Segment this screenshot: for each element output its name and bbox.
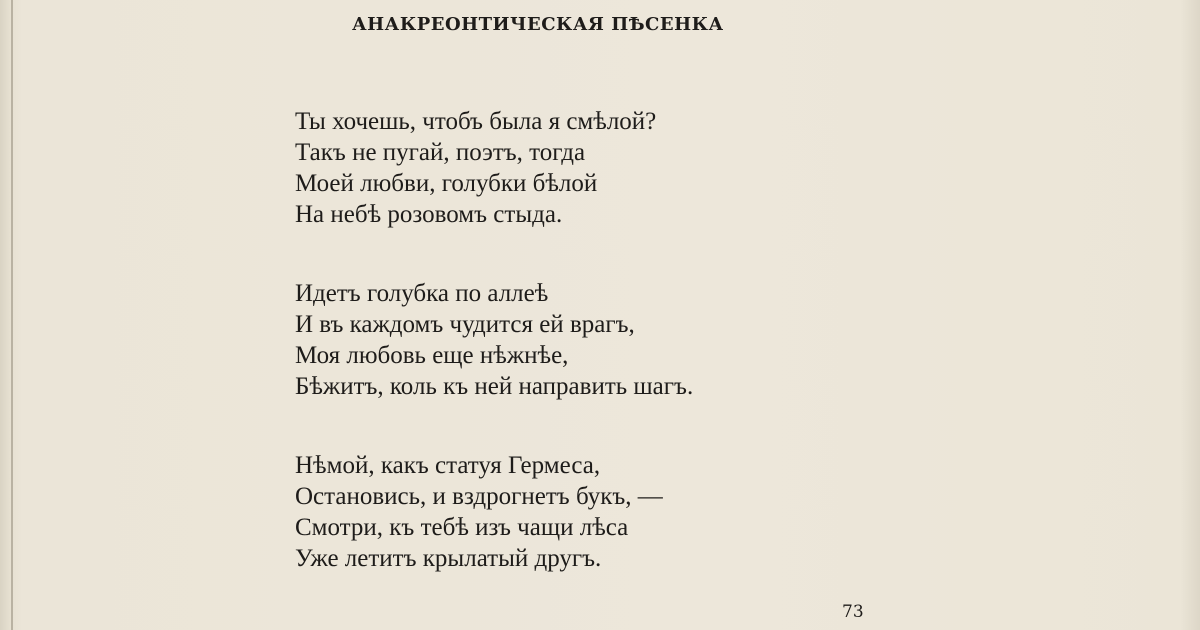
poem-line: И въ каждомъ чудится ей врагъ, (295, 311, 635, 338)
poem-line: Остановись, и вздрогнетъ букъ, — (295, 483, 663, 510)
poem-line: Бѣжитъ, коль къ ней направить шагъ. (295, 373, 694, 400)
poem-line: Моей любви, голубки бѣлой (295, 170, 598, 197)
page-edge-shadow (1180, 0, 1200, 630)
poem-title: АНАКРЕОНТИЧЕСКАЯ ПѢСЕНКА (352, 14, 724, 35)
stanza-3 (295, 450, 693, 574)
book-gutter (11, 0, 13, 630)
page-number: 73 (842, 602, 864, 622)
poem-line: Уже летитъ крылатый другъ. (295, 545, 602, 572)
poem-line: Нѣмой, какъ статуя Гермеса, (295, 452, 601, 479)
poem-line: Смотри, къ тебѣ изъ чащи лѣса (295, 514, 629, 541)
poem-line: На небѣ розовомъ стыда. (295, 201, 563, 228)
poem-line: Такъ не пугай, поэтъ, тогда (295, 139, 586, 166)
poem-line: Ты хочешь, чтобъ была я смѣлой? (295, 108, 657, 135)
poem-body (295, 106, 693, 574)
stanza-2 (295, 278, 693, 402)
stanza-1 (295, 106, 693, 230)
poem-line: Моя любовь еще нѣжнѣе, (295, 342, 569, 369)
poem-line: Идетъ голубка по аллеѣ (295, 280, 549, 307)
